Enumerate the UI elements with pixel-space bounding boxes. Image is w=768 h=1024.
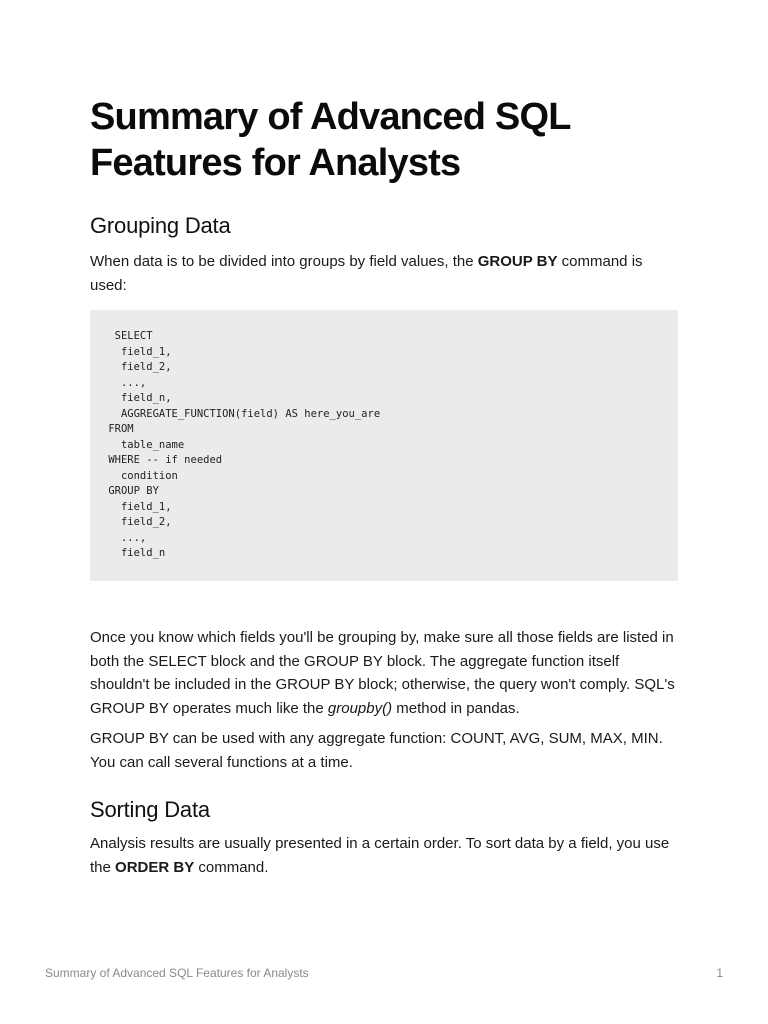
sorting-text: Analysis results are usually presented in a certain order. To sort data by a field, you use the xyxy=(90,835,670,876)
footer-title: Summary of Advanced SQL Features for Analysts xyxy=(45,966,309,980)
sorting-text-end: command. xyxy=(194,858,269,876)
grouping-explanation-text: Once you know which fields you'll be grouping by, make sure all those fields are listed in both the SELECT block and the GROUP BY block. The aggregate function itself shouldn't be included in the GROUP BY block; otherwise, the query won't comply. SQL's GROUP BY operates much like the xyxy=(90,629,675,717)
section-heading-sorting: Sorting Data xyxy=(90,797,210,822)
sql-code-block xyxy=(90,310,678,581)
grouping-explanation-paragraph xyxy=(90,626,682,720)
grouping-intro-paragraph xyxy=(90,250,682,297)
order-by-keyword: ORDER BY xyxy=(115,858,195,876)
aggregate-functions-paragraph: GROUP BY can be used with any aggregate function: COUNT, AVG, SUM, MAX, MIN. You can call several functions at a time. xyxy=(90,730,663,771)
grouping-explanation-text-end: method in pandas. xyxy=(392,699,520,717)
grouping-intro-text-end: command is used: xyxy=(90,253,643,294)
section-heading-grouping: Grouping Data xyxy=(90,213,231,238)
group-by-keyword: GROUP BY xyxy=(477,253,558,270)
sql-code: SELECT field_1, field_2, ..., field_n, AGGREGATE_FUNCTION(field) AS here_you_are FROM table_name WHERE -- if needed condition GROUP BY field_1, field_2, ..., field_n xyxy=(108,330,381,559)
sorting-paragraph xyxy=(90,832,682,879)
page-number: 1 xyxy=(716,966,723,980)
page-title: Summary of Advanced SQL Features for Analysts xyxy=(90,96,570,184)
grouping-intro-text: When data is to be divided into groups by field values, the xyxy=(90,253,478,270)
groupby-method: groupby() xyxy=(327,699,393,717)
